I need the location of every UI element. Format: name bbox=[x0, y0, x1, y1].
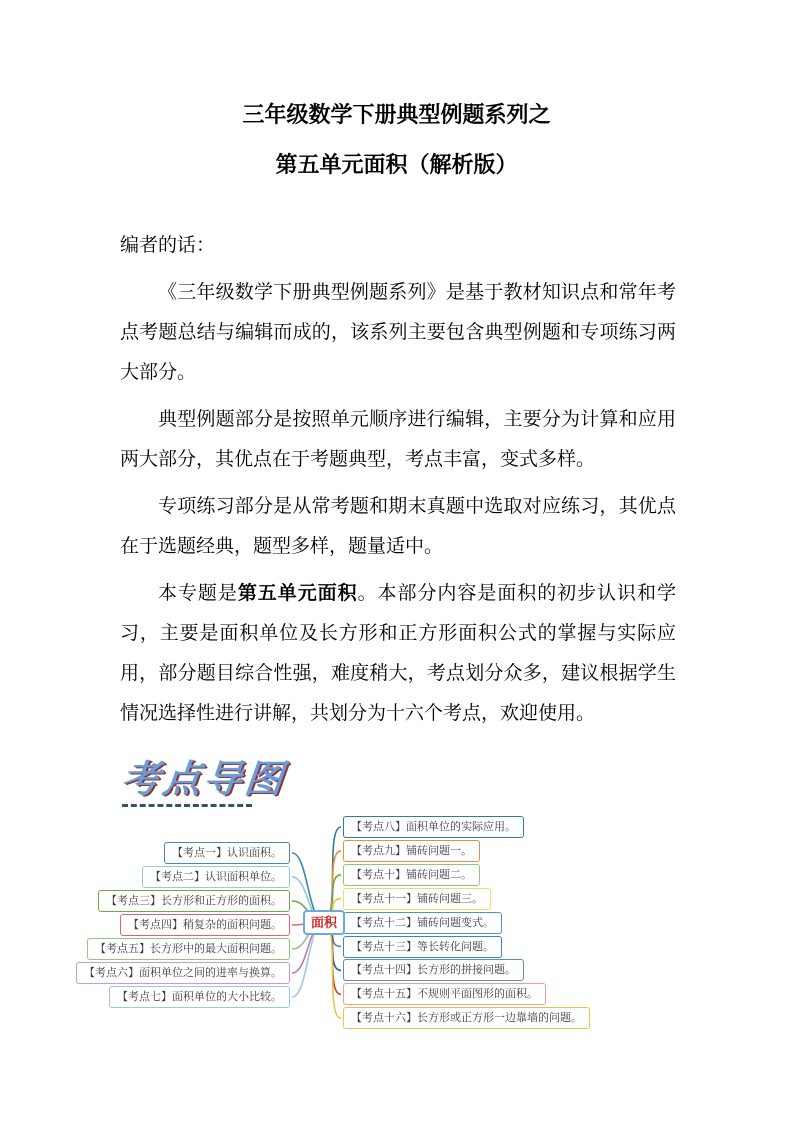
mindmap-node: 【考点十二】铺砖问题变式。 bbox=[343, 912, 502, 934]
paragraph-special-practice: 专项练习部分是从常考题和期末真题中选取对应练习，其优点在于选题经典，题型多样，题量适中。 bbox=[120, 496, 676, 557]
mindmap-node: 【考点十】铺砖问题二。 bbox=[343, 864, 480, 886]
mindmap-center-node: 面积 bbox=[303, 910, 345, 935]
paragraph-unit-topic-post: 。本部分内容是面积的初步认识和学习，主要是面积单位及长方形和正方形面积公式的掌握与实际应用，部分题目综合性强，难度稍大，考点划分众多，建议根据学生情况选择性进行讲解，共划分为十六个考点，欢迎使用。 bbox=[120, 583, 676, 724]
mindmap-node: 【考点十五】不规则平面图形的面积。 bbox=[343, 983, 546, 1005]
document-title-line2: 第五单元面积（解析版） bbox=[275, 152, 518, 177]
mindmap-node: 【考点二】认识面积单位。 bbox=[142, 866, 290, 888]
document-title-line1: 三年级数学下册典型例题系列之 bbox=[242, 102, 551, 127]
document-title bbox=[0, 90, 793, 190]
mindmap bbox=[0, 810, 793, 1050]
mindmap-node: 【考点七】面积单位的大小比较。 bbox=[109, 986, 290, 1008]
paragraph-typical-examples: 典型例题部分是按照单元顺序进行编辑，主要分为计算和应用两大部分，其优点在于考题典型，考点丰富，变式多样。 bbox=[120, 409, 676, 470]
mindmap-node: 【考点十四】长方形的拼接问题。 bbox=[343, 959, 524, 981]
mindmap-node: 【考点九】铺砖问题一。 bbox=[343, 840, 480, 862]
mindmap-heading: 考点导图 bbox=[119, 759, 288, 801]
mindmap-node: 【考点六】面积单位之间的进率与换算。 bbox=[76, 962, 290, 984]
mindmap-node: 【考点三】长方形和正方形的面积。 bbox=[98, 890, 290, 912]
paragraph-unit-topic-pre: 本专题是 bbox=[158, 583, 238, 604]
mindmap-node: 【考点八】面积单位的实际应用。 bbox=[343, 816, 524, 838]
mindmap-node: 【考点五】长方形中的最大面积问题。 bbox=[87, 938, 290, 960]
paragraph-unit-topic bbox=[120, 574, 676, 734]
paragraph-unit-topic-bold: 第五单元面积 bbox=[237, 583, 358, 604]
paragraph-editor-note: 编者的话： bbox=[120, 235, 216, 256]
mindmap-node: 【考点十三】等长转化问题。 bbox=[343, 936, 502, 958]
mindmap-node: 【考点十六】长方形或正方形一边靠墙的问题。 bbox=[343, 1007, 590, 1029]
mindmap-node: 【考点四】稍复杂的面积问题。 bbox=[120, 914, 290, 936]
paragraph-series-intro: 《三年级数学下册典型例题系列》是基于教材知识点和常年考点考题总结与编辑而成的，该系列主要包含典型例题和专项练习两大部分。 bbox=[120, 282, 676, 383]
mindmap-node: 【考点一】认识面积。 bbox=[164, 842, 290, 864]
document-body bbox=[120, 226, 676, 741]
mindmap-heading-underline bbox=[122, 804, 252, 807]
mindmap-node: 【考点十一】铺砖问题三。 bbox=[343, 888, 491, 910]
